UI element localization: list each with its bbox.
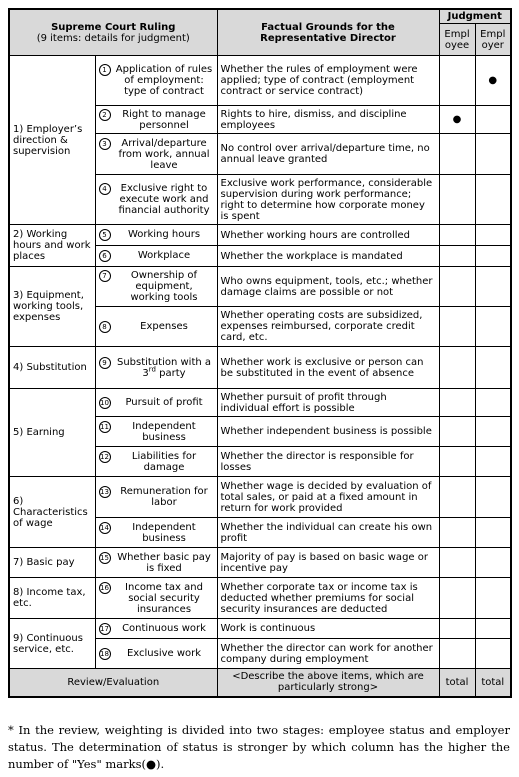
- employee-mark: [439, 56, 475, 106]
- category-cell: 9) Continuous service, etc.: [9, 619, 95, 669]
- grounds-cell: Whether independent business is possible: [217, 417, 439, 447]
- item-number-icon: 15: [100, 553, 109, 562]
- item-cell: [95, 548, 217, 578]
- employee-mark: [439, 389, 475, 417]
- item-label: Working hours: [127, 229, 201, 240]
- item-cell: [95, 639, 217, 669]
- item-label: Income tax and social security insurances: [125, 581, 203, 615]
- total-employee: total: [439, 669, 475, 697]
- item-cell: [95, 106, 217, 134]
- item-number-icon: 9: [99, 357, 111, 369]
- category-cell: 2) Working hours and work places: [9, 225, 95, 267]
- item-number-icon: 18: [100, 649, 109, 658]
- item-number-icon: 13: [100, 488, 109, 496]
- item-label: Independent business: [132, 521, 196, 544]
- item-cell: [95, 225, 217, 246]
- grounds-cell: Majority of pay is based on basic wage or incentive pay: [217, 548, 439, 578]
- item-cell: [95, 134, 217, 175]
- item-number-icon: 4: [99, 183, 111, 195]
- grounds-cell: Whether operating costs are subsidized, expenses reimbursed, corporate credit card, etc.: [217, 307, 439, 347]
- item-label-text: Substitution with a 3: [116, 356, 212, 379]
- item-cell: [95, 267, 217, 307]
- item-number-icon: 3: [99, 138, 111, 150]
- employee-mark: [439, 518, 475, 548]
- employer-mark: [475, 477, 511, 518]
- employer-mark: [475, 246, 511, 267]
- item-cell: [95, 175, 217, 225]
- item-cell: [95, 389, 217, 417]
- grounds-cell: Whether wage is decided by evaluation of total sales, or paid at a fixed amount in return for work provided: [217, 477, 439, 518]
- grounds-cell: Who owns equipment, tools, etc.; whether damage claims are possible or not: [217, 267, 439, 307]
- employer-mark: [475, 106, 511, 134]
- review-describe: <Describe the above items, which are particularly strong>: [217, 669, 439, 697]
- category-cell: 6) Characteristics of wage: [9, 477, 95, 548]
- item-number-icon: 12: [100, 452, 109, 461]
- employer-mark: [475, 417, 511, 447]
- grounds-cell: Whether work is exclusive or person can be substituted in the event of absence: [217, 347, 439, 389]
- employer-mark: [475, 389, 511, 417]
- header-employee: Empl oyee: [439, 24, 475, 56]
- employee-mark: [439, 417, 475, 447]
- footnote: * In the review, weighting is divided into two stages: employee status and employer status. The determination of status is stronger by which column has the higher the number of "Yes" marks(●).: [8, 723, 510, 771]
- item-cell: [95, 307, 217, 347]
- grounds-cell: Whether the director is responsible for losses: [217, 447, 439, 477]
- item-label: Exclusive right to execute work and financial authority: [118, 183, 210, 216]
- employee-mark: [439, 578, 475, 619]
- employee-mark: [439, 639, 475, 669]
- employee-mark: [439, 447, 475, 477]
- grounds-cell: Whether corporate tax or income tax is deducted whether premiums for social security insurances are deducted: [217, 578, 439, 619]
- item-label: Ownership of equipment, working tools: [130, 270, 198, 303]
- employer-mark: [475, 619, 511, 639]
- header-ruling: [9, 9, 217, 56]
- header-grounds: Factual Grounds for the Representative Director: [217, 9, 439, 56]
- item-cell: [95, 578, 217, 619]
- ruling-table: [8, 8, 512, 698]
- employer-mark: [475, 307, 511, 347]
- employer-mark: [475, 225, 511, 246]
- item-number-icon: 17: [100, 624, 109, 633]
- employer-mark: [475, 447, 511, 477]
- category-cell: 3) Equipment, working tools, expenses: [9, 267, 95, 347]
- item-label: Exclusive work: [126, 647, 202, 659]
- item-number-icon: 5: [99, 229, 111, 241]
- header-ruling-title: Supreme Court Ruling: [51, 21, 176, 33]
- employer-mark: ●: [475, 56, 511, 106]
- review-label: Review/Evaluation: [9, 669, 217, 697]
- category-cell: 1) Employer’s direction & supervision: [9, 56, 95, 225]
- employee-mark: ●: [439, 106, 475, 134]
- employer-mark: [475, 175, 511, 225]
- category-cell: 7) Basic pay: [9, 548, 95, 578]
- item-cell: [95, 246, 217, 267]
- employee-mark: [439, 307, 475, 347]
- category-cell: 4) Substitution: [9, 347, 95, 389]
- employee-mark: [439, 225, 475, 246]
- item-label: Application of rules of employment: type of contract: [115, 64, 213, 97]
- item-label: Whether basic pay is fixed: [117, 551, 211, 574]
- grounds-cell: Exclusive work performance, considerable supervision during work performance; right to determine how corporate money is spent: [217, 175, 439, 225]
- employer-mark: [475, 518, 511, 548]
- employer-mark: [475, 578, 511, 619]
- item-cell: [95, 56, 217, 106]
- grounds-cell: No control over arrival/departure time, no annual leave granted: [217, 134, 439, 175]
- total-employer: total: [475, 669, 511, 697]
- header-ruling-subtitle: (9 items: details for judgment): [36, 32, 190, 44]
- employee-mark: [439, 134, 475, 175]
- employee-mark: [439, 246, 475, 267]
- employer-mark: [475, 548, 511, 578]
- item-label: Arrival/departure from work, annual leave: [118, 137, 210, 171]
- grounds-cell: Rights to hire, dismiss, and discipline employees: [217, 106, 439, 134]
- employee-mark: [439, 477, 475, 518]
- item-number-icon: 11: [100, 422, 109, 431]
- item-number-icon: 7: [99, 270, 111, 282]
- item-number-icon: 8: [99, 321, 111, 333]
- item-number-icon: 6: [99, 250, 111, 262]
- grounds-cell: Whether the workplace is mandated: [217, 246, 439, 267]
- employer-mark: [475, 134, 511, 175]
- employee-mark: [439, 619, 475, 639]
- item-label: Liabilities for damage: [131, 450, 197, 473]
- ruling-table-wrapper: [8, 8, 510, 698]
- item-cell: [95, 417, 217, 447]
- item-number-icon: 16: [100, 583, 109, 592]
- grounds-cell: Whether the individual can create his own profit: [217, 518, 439, 548]
- item-label: Independent business: [132, 420, 196, 443]
- header-judgment: Judgment: [439, 9, 511, 24]
- employee-mark: [439, 347, 475, 389]
- grounds-cell: Whether pursuit of profit through individual effort is possible: [217, 389, 439, 417]
- grounds-cell: Whether working hours are controlled: [217, 225, 439, 246]
- item-label: Expenses: [140, 320, 188, 332]
- item-label-tail: party: [155, 367, 186, 379]
- item-label: [115, 357, 214, 379]
- grounds-cell: Whether the rules of employment were applied; type of contract (employment contract or service contract): [217, 56, 439, 106]
- item-label: Workplace: [137, 250, 191, 261]
- item-label: Pursuit of profit: [125, 396, 203, 408]
- employer-mark: [475, 347, 511, 389]
- item-cell: [95, 347, 217, 389]
- category-cell: 8) Income tax, etc.: [9, 578, 95, 619]
- item-number-icon: 2: [99, 109, 111, 121]
- grounds-cell: Work is continuous: [217, 619, 439, 639]
- header-employer: Empl oyer: [475, 24, 511, 56]
- employer-mark: [475, 267, 511, 307]
- employee-mark: [439, 267, 475, 307]
- employee-mark: [439, 175, 475, 225]
- item-cell: [95, 447, 217, 477]
- grounds-cell: Whether the director can work for another company during employment: [217, 639, 439, 669]
- employer-mark: [475, 639, 511, 669]
- item-cell: [95, 619, 217, 639]
- item-cell: [95, 518, 217, 548]
- item-label-superscript: rd: [148, 365, 156, 374]
- item-label: Remuneration for labor: [120, 486, 208, 508]
- item-label: Right to manage personnel: [122, 108, 206, 131]
- item-number-icon: 1: [99, 64, 111, 76]
- item-number-icon: 14: [100, 523, 109, 532]
- item-label: Continuous work: [122, 622, 206, 634]
- employee-mark: [439, 548, 475, 578]
- item-number-icon: 10: [100, 398, 109, 407]
- item-cell: [95, 477, 217, 518]
- category-cell: 5) Earning: [9, 389, 95, 477]
